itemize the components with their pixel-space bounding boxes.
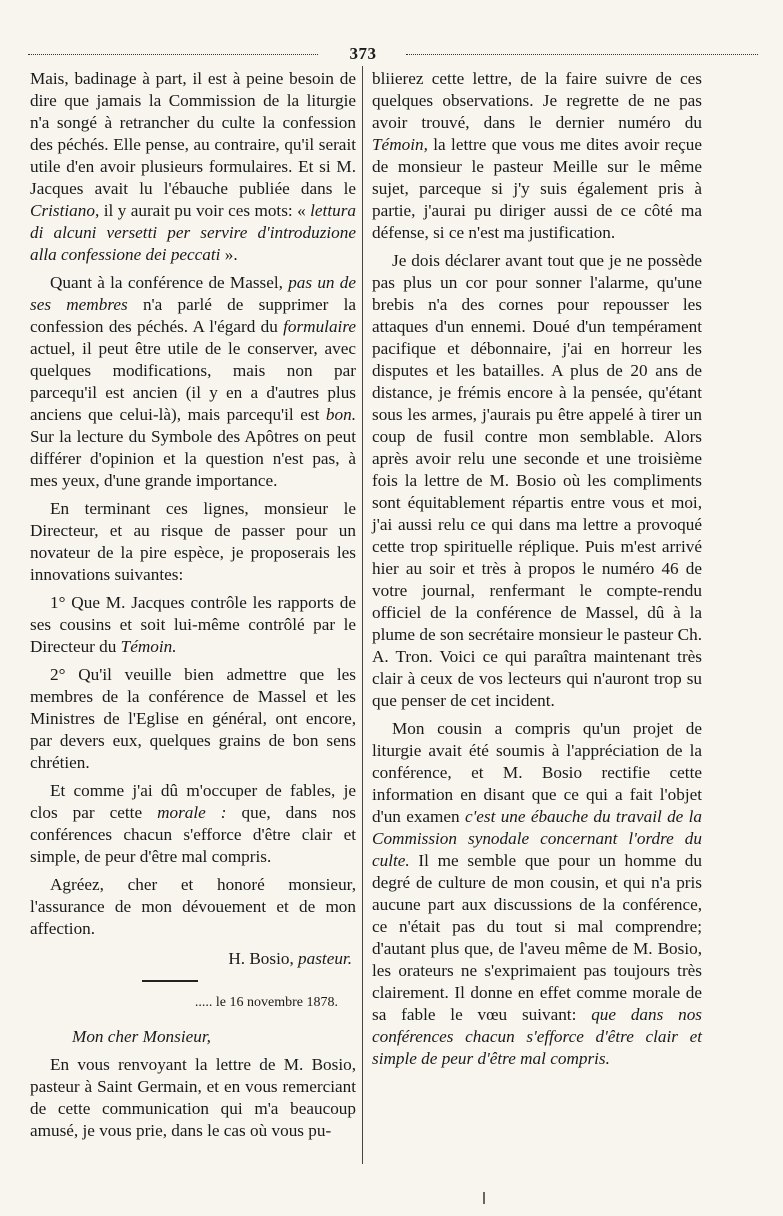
paragraph: Agréez, cher et honoré monsieur, l'assurance de mon dévouement et de mon affection. — [30, 875, 356, 938]
right-column — [372, 68, 702, 1076]
paragraph: 2° Qu'il veuille bien admettre que les membres de la conférence de Massel et les Ministres de l'Eglise en général, ont encore, par devers eux, quelques grains de bon sens chrétien. — [30, 665, 356, 772]
column-divider — [362, 66, 363, 1164]
paragraph: En vous renvoyant la lettre de M. Bosio, pasteur à Saint Germain, et en vous remerciant de cette communication qui m'a beaucoup amusé, je vous prie, dans le cas où vous pu- — [30, 1055, 356, 1140]
paragraph: Mais, badinage à part, il est à peine besoin de dire que jamais la Commission de la liturgie n'a songé à retrancher du culte la confession des péchés. Elle pense, au contraire, qu'il serait utile d'en avoir plusieurs formulaires. Et si M. Jacques avait lu l'ébauche publiée dans le Cristiano, il y aurait pu voir ces mots: « lettura di alcuni versetti per servire d'introduzione alla confessione dei peccati ». — [30, 69, 356, 264]
print-mark — [483, 1192, 485, 1204]
page-number: 373 — [349, 44, 377, 63]
header-rule-left — [28, 54, 318, 55]
separator-rule — [142, 980, 198, 982]
paragraph: bliierez cette lettre, de la faire suivre de ces quelques observations. Je regrette de ne pas avoir trouvé, dans le dernier numéro du Témoin, la lettre que vous me dites avoir reçue de monsieur le pasteur Meille sur le même sujet, parceque si j'y suis également pris à partie, j'aurai pu diriger aussi de ce côté ma défense, si ce n'est ma justification. — [372, 69, 702, 242]
signature: H. Bosio, pasteur. — [228, 949, 352, 968]
dateline: ..... le 16 novembre 1878. — [194, 995, 338, 1010]
paragraph: 1° Que M. Jacques contrôle les rapports de ses cousins et soit lui-même contrôlé par le Directeur du Témoin. — [30, 593, 356, 656]
salutation: Mon cher Monsieur, — [72, 1027, 211, 1046]
paragraph: Quant à la conférence de Massel, pas un de ses membres n'a parlé de supprimer la confession des péchés. A l'égard du formulaire actuel, il peut être utile de le conserver, avec quelques modifications, mais non par parcequ'il est ancien (il y en a d'autres plus anciens que celui-là), mais parcequ'il est bon. Sur la lecture du Symbole des Apôtres on peut différer d'opinion et la question n'est pas, à mes yeux, d'une grande importance. — [30, 273, 356, 490]
left-column — [30, 68, 356, 1148]
page-header — [28, 44, 758, 64]
header-rule-right — [406, 54, 758, 55]
paragraph: Je dois déclarer avant tout que je ne possède pas plus un cor pour sonner l'alarme, qu'une brebis n'a des cornes pour repousser les attaques d'un ennemi. Doué d'un tempérament pacifique et débonnaire, j'ai en horreur les disputes et les batailles. A plus de 20 ans de distance, je frémis encore à la pensée, qu'étant sous les armes, j'aurais pu être appelé à tirer un coup de fusil contre mon semblable. Alors après avoir relu une seconde et une troisième fois la lettre de M. Bosio où les compliments sont équitablement répartis entre vous et moi, j'ai aussi relu ce qui dans ma lettre a provoqué cette trop spirituelle réplique. Puis m'est arrivé hier au soir et très à propos le numéro 46 de votre journal, renfermant le compte-rendu officiel de la conférence de Massel, dû à la plume de son secrétaire monsieur le pasteur Ch. A. Tron. Voici ce qui paraîtra maintenant très clair à ceux de vos lecteurs qui n'auront trop su que penser de cet incident. — [372, 251, 702, 710]
paragraph: Et comme j'ai dû m'occuper de fables, je clos par cette morale : que, dans nos conférences chacun s'efforce d'être clair et simple, de peur d'être mal compris. — [30, 781, 356, 866]
paragraph: En terminant ces lignes, monsieur le Directeur, et au risque de passer pour un novateur de la pire espèce, je proposerais les innovations suivantes: — [30, 499, 356, 584]
paragraph: Mon cousin a compris qu'un projet de liturgie avait été soumis à l'appréciation de la conférence, et M. Bosio rectifie cette information en disant que ce qui a fait l'objet d'un examen c'est une ébauche du travail de la Commission synodale concernant l'ordre du culte. Il me semble que pour un homme du degré de culture de mon cousin, et qui n'a pris aucune part aux discussions de la conférence, ce n'était pas du tout si mal comprendre; d'autant plus que, de l'aveu même de M. Bosio, les orateurs ne s'exprimaient pas toujours très clairement. Il donne en effet comme morale de sa fable le vœu suivant: que dans nos conférences chacun s'efforce d'être clair et simple de peur d'être mal compris. — [372, 719, 702, 1068]
